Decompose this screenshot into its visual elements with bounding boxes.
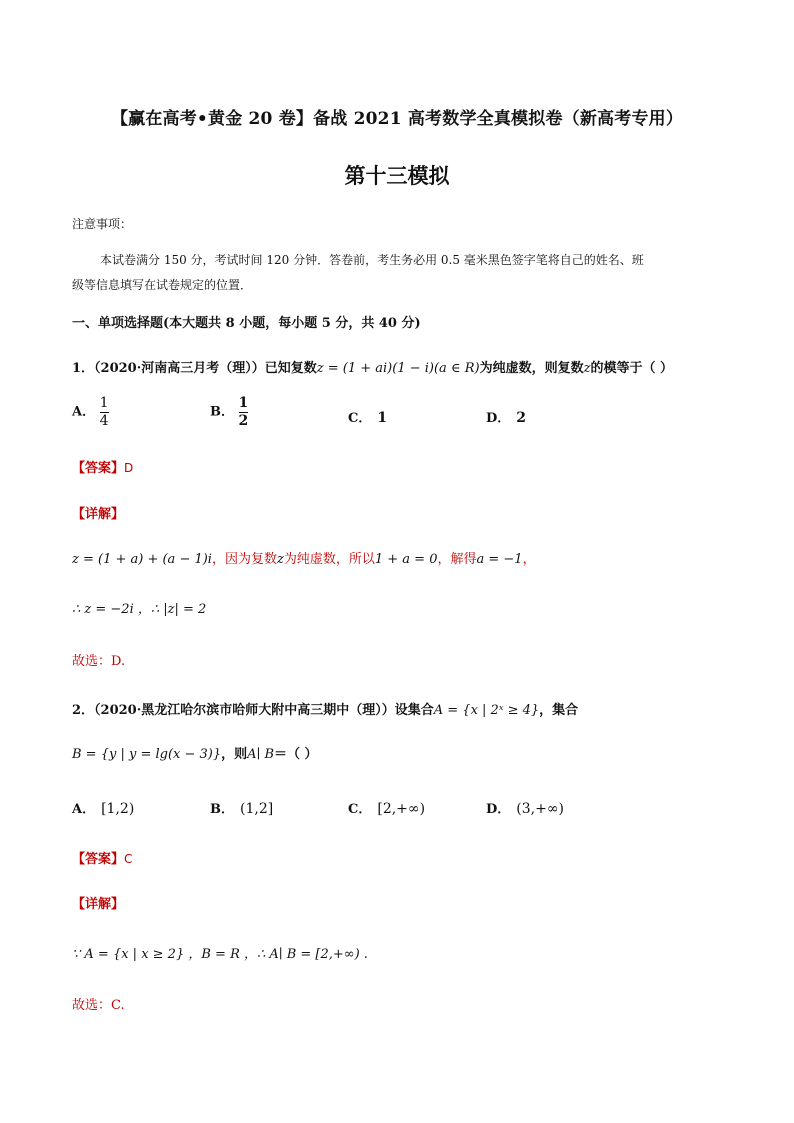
option-b bbox=[210, 396, 248, 428]
section-heading: 一、单项选择题(本大题共 8 小题，每小题 5 分，共 40 分) bbox=[72, 316, 421, 331]
option-d bbox=[486, 407, 526, 426]
fraction-denominator: 2 bbox=[238, 412, 249, 429]
detail-text: 为纯虚数，所以 bbox=[283, 552, 375, 567]
detail-formula: 1 + a = 0 bbox=[374, 552, 438, 567]
fraction-numerator: 1 bbox=[238, 395, 249, 411]
answer-tag: 【答案】 bbox=[72, 461, 125, 476]
answer-2 bbox=[72, 848, 132, 867]
option-a-label: A． bbox=[72, 802, 96, 817]
option-a-label: A． bbox=[72, 404, 96, 420]
option-c-value: [2,+∞) bbox=[377, 801, 426, 817]
detail-1-line-1 bbox=[72, 548, 536, 567]
detail-formula: a = −1 bbox=[476, 552, 523, 567]
option-d-value: (3,+∞) bbox=[516, 801, 564, 817]
notice-line-2: 级等信息填写在试卷规定的位置． bbox=[72, 278, 253, 292]
detail-text: ，解得 bbox=[437, 552, 477, 567]
option-c bbox=[348, 798, 425, 817]
detail-formula: z = (1 + a) + (a − 1)i bbox=[72, 552, 212, 567]
question-2 bbox=[72, 699, 578, 718]
option-d-value: 2 bbox=[516, 410, 527, 426]
question-1-middle: 为纯虚数，则复数 bbox=[479, 361, 584, 376]
option-b-label: B． bbox=[210, 404, 234, 420]
question-1-suffix: 的模等于（ ） bbox=[590, 361, 673, 376]
option-b-label: B． bbox=[210, 802, 234, 817]
question-2-text: ＝（ ） bbox=[274, 747, 318, 762]
conclusion-2: 故选：C. bbox=[72, 998, 125, 1013]
question-1-var: z bbox=[583, 361, 591, 376]
document-title: 【赢在高考•黄金 20 卷】备战 2021 高考数学全真模拟卷（新高考专用） bbox=[110, 109, 684, 129]
answer-value: C bbox=[124, 852, 133, 866]
option-d-label: D． bbox=[486, 411, 511, 426]
detail-1-line-2: ∴ z = −2i ，∴ |z| = 2 bbox=[72, 602, 207, 617]
question-1-prefix: 1．（2020·河南高三月考（理））已知复数 bbox=[72, 361, 317, 376]
detail-tag-1: 【详解】 bbox=[72, 507, 125, 522]
detail-text: ，因为复数 bbox=[211, 552, 277, 567]
detail-var: z bbox=[276, 552, 284, 567]
option-a-value: [1,2) bbox=[101, 801, 135, 817]
question-2-prefix: 2．（2020·黑龙江哈尔滨市哈师大附中高三期中（理））设集合 bbox=[72, 703, 434, 718]
notice-heading: 注意事项： bbox=[72, 217, 133, 231]
option-c-label: C． bbox=[348, 411, 372, 426]
question-2-formula: A∣ B bbox=[247, 747, 275, 762]
option-b-fraction bbox=[239, 396, 249, 428]
option-a bbox=[72, 396, 109, 428]
answer-tag: 【答案】 bbox=[72, 852, 125, 867]
detail-2-line: ∵ A = {x | x ≥ 2} ，B = R ，∴ A∣ B = [2,+∞) . bbox=[72, 947, 368, 962]
option-c bbox=[348, 407, 387, 426]
option-d bbox=[486, 798, 564, 817]
question-2-formula: A = {x | 2ˣ ≥ 4} bbox=[433, 703, 540, 718]
question-2-formula: B = {y | y = lg(x − 3)} bbox=[72, 747, 222, 762]
question-2-text: ，集合 bbox=[539, 703, 579, 718]
question-2-line-2 bbox=[72, 743, 318, 762]
fraction-denominator: 4 bbox=[99, 412, 109, 429]
detail-tag-2: 【详解】 bbox=[72, 897, 125, 912]
option-a bbox=[72, 798, 134, 817]
question-2-text: ，则 bbox=[221, 747, 248, 762]
answer-value: D bbox=[124, 461, 134, 475]
option-a-fraction bbox=[100, 396, 109, 428]
notice-line-1: 本试卷满分 150 分，考试时间 120 分钟．答卷前，考生务必用 0.5 毫米黑色签字笔将自己的姓名、班 bbox=[100, 253, 644, 267]
document-subtitle: 第十三模拟 bbox=[344, 163, 450, 188]
question-1 bbox=[72, 357, 673, 376]
answer-1 bbox=[72, 457, 133, 476]
option-c-value: 1 bbox=[377, 410, 388, 426]
fraction-numerator: 1 bbox=[99, 395, 109, 411]
option-b-value: (1,2] bbox=[240, 801, 274, 817]
conclusion-1: 故选：D. bbox=[72, 654, 126, 669]
detail-text: ， bbox=[522, 552, 536, 567]
option-b bbox=[210, 798, 273, 817]
option-c-label: C． bbox=[348, 802, 372, 817]
question-1-formula: z = (1 + ai)(1 − i)(a ∈ R) bbox=[316, 361, 480, 376]
option-d-label: D． bbox=[486, 802, 511, 817]
